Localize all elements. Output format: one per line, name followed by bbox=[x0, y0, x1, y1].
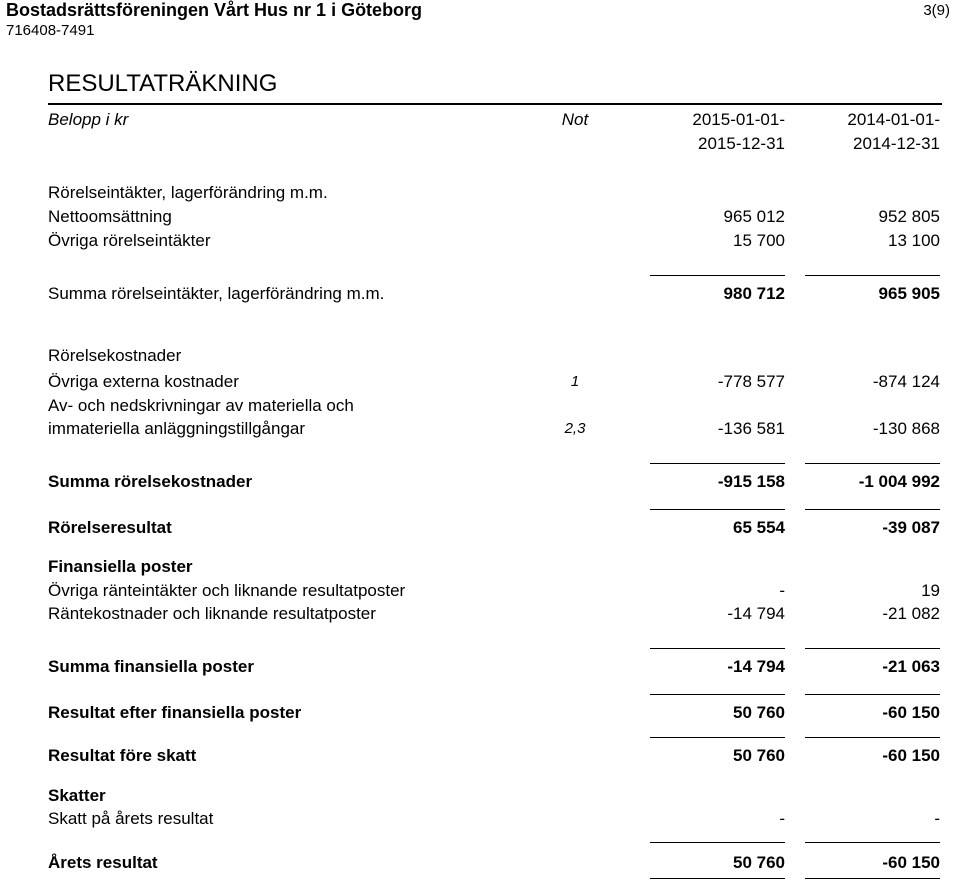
prior-value: -130 868 bbox=[872, 419, 940, 438]
current-value: 50 760 bbox=[733, 746, 785, 765]
current-value: 50 760 bbox=[733, 703, 785, 722]
subtotal-rule bbox=[805, 694, 940, 695]
note-column-header: Not bbox=[561, 110, 589, 129]
report-title: RESULTATRÄKNING bbox=[48, 70, 278, 97]
prior-value: 19 bbox=[921, 581, 940, 600]
subtotal-rule bbox=[805, 737, 940, 738]
current-value: - bbox=[779, 809, 785, 828]
row-label: Övriga ränteintäkter och liknande resultatposter bbox=[48, 581, 406, 600]
organization-number: 716408-7491 bbox=[6, 22, 95, 39]
note-reference: 1 bbox=[570, 373, 580, 390]
current-value: 980 712 bbox=[723, 284, 785, 303]
row-label: Övriga externa kostnader bbox=[48, 372, 239, 391]
subtotal-rule bbox=[805, 648, 940, 649]
current-value: 65 554 bbox=[733, 518, 785, 537]
note-reference: 2,3 bbox=[564, 420, 586, 437]
row-label: Räntekostnader och liknande resultatposter bbox=[48, 604, 376, 623]
prior-value: -21 063 bbox=[882, 657, 940, 676]
current-value: -14 794 bbox=[727, 657, 785, 676]
prior-value: 13 100 bbox=[888, 231, 940, 250]
prior-value: -39 087 bbox=[882, 518, 940, 537]
prior-value: -21 082 bbox=[882, 604, 940, 623]
row-label: Nettoomsättning bbox=[48, 207, 172, 226]
row-label: Summa rörelseintäkter, lagerförändring m.m. bbox=[48, 284, 385, 303]
prior-period-end: 2014-12-31 bbox=[853, 134, 940, 153]
prior-value: 965 905 bbox=[878, 284, 940, 303]
row-label: Övriga rörelseintäkter bbox=[48, 231, 211, 250]
prior-value: -1 004 992 bbox=[858, 472, 940, 491]
prior-value: 952 805 bbox=[878, 207, 940, 226]
current-value: 965 012 bbox=[723, 207, 785, 226]
title-rule bbox=[48, 103, 942, 105]
prior-value: -874 124 bbox=[872, 372, 940, 391]
row-label-line1: Av- och nedskrivningar av materiella och bbox=[48, 396, 354, 415]
current-value: -14 794 bbox=[727, 604, 785, 623]
row-label: Summa rörelsekostnader bbox=[48, 472, 253, 491]
current-period-end: 2015-12-31 bbox=[698, 134, 785, 153]
prior-period-start: 2014-01-01- bbox=[847, 110, 940, 129]
subtotal-rule bbox=[650, 509, 785, 510]
section-heading-costs: Rörelsekostnader bbox=[48, 346, 182, 365]
subtotal-rule bbox=[805, 842, 940, 843]
subtotal-rule bbox=[650, 694, 785, 695]
row-label: Summa finansiella poster bbox=[48, 657, 254, 676]
row-label: Resultat före skatt bbox=[48, 746, 197, 765]
total-double-rule bbox=[805, 878, 940, 879]
prior-value: -60 150 bbox=[882, 746, 940, 765]
amount-unit-label: Belopp i kr bbox=[48, 110, 129, 129]
subtotal-rule bbox=[650, 737, 785, 738]
subtotal-rule bbox=[650, 648, 785, 649]
current-value: - bbox=[779, 581, 785, 600]
row-label: Skatt på årets resultat bbox=[48, 809, 214, 828]
prior-value: -60 150 bbox=[882, 703, 940, 722]
page-number: 3(9) bbox=[923, 2, 950, 19]
organization-name: Bostadsrättsföreningen Vårt Hus nr 1 i Göteborg bbox=[6, 0, 423, 20]
subtotal-rule bbox=[805, 463, 940, 464]
subtotal-rule bbox=[650, 275, 785, 276]
section-heading-financial: Finansiella poster bbox=[48, 557, 193, 576]
current-value: 15 700 bbox=[733, 231, 785, 250]
section-heading-tax: Skatter bbox=[48, 786, 106, 805]
current-value: -915 158 bbox=[717, 472, 785, 491]
row-label: Årets resultat bbox=[48, 853, 158, 872]
subtotal-rule bbox=[650, 842, 785, 843]
current-value: -778 577 bbox=[717, 372, 785, 391]
section-heading-revenue: Rörelseintäkter, lagerförändring m.m. bbox=[48, 183, 328, 202]
current-value: -136 581 bbox=[717, 419, 785, 438]
prior-value: - bbox=[934, 809, 940, 828]
current-period-start: 2015-01-01- bbox=[692, 110, 785, 129]
prior-value: -60 150 bbox=[882, 853, 940, 872]
subtotal-rule bbox=[650, 463, 785, 464]
subtotal-rule bbox=[805, 275, 940, 276]
total-double-rule bbox=[650, 878, 785, 879]
row-label: Resultat efter finansiella poster bbox=[48, 703, 302, 722]
row-label-line2: immateriella anläggningstillgångar bbox=[48, 419, 306, 438]
current-value: 50 760 bbox=[733, 853, 785, 872]
subtotal-rule bbox=[805, 509, 940, 510]
row-label: Rörelseresultat bbox=[48, 518, 172, 537]
